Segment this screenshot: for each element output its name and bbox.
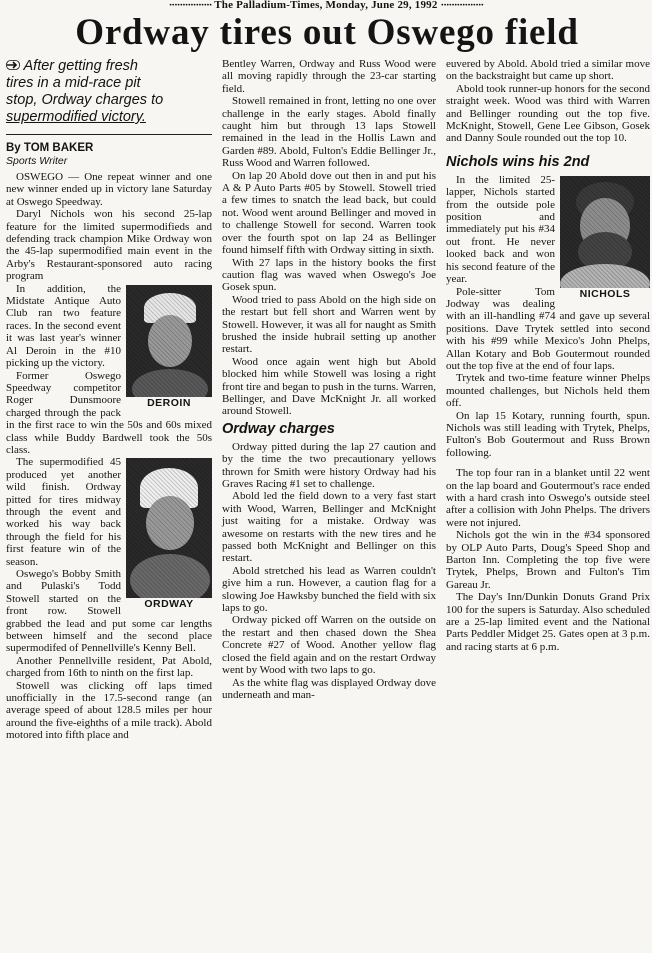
paragraph: Daryl Nichols won his second 25-lap feature for the limited supermodifieds and defending track champion Mike Ordway won the 45-lap supermodified main event in the Arby's Restaurant-sponsored auto racing program — [6, 208, 212, 283]
paragraph: Abold stretched his lead as Warren couldn't give him a run. However, a caution flag for a slowing Joe Hawksby bunched the field with six laps to go. — [222, 564, 436, 615]
paragraph: Wood tried to pass Abold on the high side on the restart but fell short and Warren went by Stowell. However, it was all for naught as Smith brushed the inside hubrail setting up another restart. — [222, 293, 436, 356]
paragraph: Trytek and two-time feature winner Phelps mounted challenges, but Nichols held them off. — [446, 372, 650, 410]
paragraph: Ordway pitted during the lap 27 caution and by the time the two precautionary yellows thrown for Smith were history Ordway had his Graves Racing #1 set to challenge. — [222, 440, 436, 490]
photo-deroin — [126, 285, 212, 410]
paragraph: Former Oswego Speedway competitor Roger Dunsmoore charged through the pack in the first race to win the 50s and 60s mixed class while Buddy Bardwell took the 50s class. — [6, 369, 212, 456]
paragraph: Oswego's Bobby Smith and Pulaski's Todd Stowell started on the front row. Stowell grabbed the lead and put some car lengths between himself and the second place supermodifed of Pennellville's Kenny Bell. — [6, 568, 212, 655]
deck-line-2: tires in a mid-race pit — [6, 75, 141, 91]
paragraph: The supermodified 45 produced yet another wild finish. Ordway pitted for tires midway through the event and worked his way back through the field for his first feature win of the season. — [6, 456, 121, 568]
masthead-rule-left: ················ — [168, 0, 212, 11]
paragraph: On lap 15 Kotary, running fourth, spun. Nichols was still leading with Trytek, Phelps, Fulton's Bob Goutermout and Russ Brown following. — [446, 409, 650, 459]
paragraph: On lap 20 Abold dove out then in and put his A & P Auto Parts #05 by Stowell. Stowell tried a few times to snatch the lead back, but could not. Wood went around Bellinger and moved in to challenge Stowell for second. Warren took over the fourth spot on lap 24 as Bellinger found himself fifth with Ordway sitting in sixth. — [222, 169, 436, 257]
headline: Ordway tires out Oswego field — [75, 12, 579, 53]
paragraph: Stowell was clicking off laps timed unofficially in the 17.5-second range (an average speed of about 128.5 miles per hour around the five-eighths of a mile track). Abold motored into fifth place and — [6, 679, 212, 742]
paragraph: Another Pennellville resident, Pat Abold, charged from 16th to ninth on the first lap. — [6, 654, 212, 680]
masthead — [0, 0, 652, 11]
paragraph: The Day's Inn/Dunkin Donuts Grand Prix 100 for the supers is Saturday. Also scheduled are a 25-lap limited event and the National Parts Peddler Midget 25. Gates open at 3 p.m. and racing starts at 6 p.m. — [446, 591, 650, 653]
masthead-rule-right: ················ — [440, 0, 484, 11]
byline-role: Sports Writer — [6, 155, 68, 167]
deck-line-4: supermodified victory. — [6, 109, 146, 125]
paragraph: In addition, the Midstate Antique Auto Club ran two feature races. In the second event it was last year's winner Al Deroin in the #10 picking up the victory. — [6, 282, 121, 370]
paragraph: Ordway picked off Warren on the outside on the restart and then chased down the Shea Concrete #27 of Wood. Another yellow flag closed the field again and on the restart Ordway went by Wood with two laps to go. — [222, 614, 436, 677]
masthead-text: The Palladium-Times, Monday, June 29, 1992 — [214, 0, 438, 11]
paragraph: Stowell remained in front, letting no one over challenge in the early stages. Abold finally caught him but through 13 laps Stowell remained in the lead in the Hollis Lawn and Garden #89. Abold, Fulton's Eddie Bellinger Jr., Russ Wood and Warren followed. — [222, 95, 436, 170]
paragraph: With 27 laps in the history books the first caution flag was waved when Oswego's Joe Gosek spun. — [222, 256, 436, 294]
subhead-ordway-charges: Ordway charges — [222, 420, 335, 437]
paragraph: Bentley Warren, Ordway and Russ Wood were all moving rapidly through the 23-car starting field. — [222, 58, 436, 95]
column-2 — [222, 58, 436, 701]
arrow-icon — [6, 58, 20, 68]
deck-line-3: stop, Ordway charges to — [6, 92, 164, 108]
photo-caption: DEROIN — [147, 396, 191, 409]
paragraph: The top four ran in a blanket until 22 went on the lap board and Goutermout's race ended with a hard crash into Oswego's outside steel after a collision with John Phelps. The drivers were not injured. — [446, 467, 650, 529]
column-1 — [6, 58, 212, 742]
deck — [6, 58, 212, 126]
photo-caption: ORDWAY — [144, 598, 194, 611]
byline: By TOM BAKER — [6, 134, 212, 155]
photo-image — [126, 285, 212, 397]
photo-image — [560, 176, 650, 288]
deck-line-1: After getting fresh — [23, 58, 138, 74]
paragraph: Wood once again went high but Abold blocked him while Stowell was losing a right front tire and began to push in the turns. Warren, Bellinger, and Dave McKnight Jr. all worked around Stowell. — [222, 355, 436, 418]
paragraph: In the limited 25-lapper, Nichols started from the outside pole position and immediately put his #34 out front. He never looked back and won his second feature of the year. — [446, 173, 555, 286]
photo-ordway — [126, 458, 212, 611]
photo-image — [126, 458, 212, 598]
paragraph: Pole-sitter Tom Jodway was dealing with an ill-handling #74 and gave up several positions. Dave Trytek settled into second with his #99 while Mexico's John Phelps, Allan Kotary and Bob Goutermout rounded out the top five at the end of four laps. — [446, 285, 650, 372]
paragraph: Abold took runner-up honors for the second straight week. Wood was third with Warren and Bellinger rounding out the top five. McKnight, Stowell, Gene Lee Gibson, Gosek and Danny Soule rounded out the top 10. — [446, 82, 650, 145]
paragraph: As the white flag was displayed Ordway dove underneath and man- — [222, 676, 436, 701]
photo-nichols — [560, 176, 650, 301]
paragraph: Abold led the field down to a very fast start with Wood, Warren, Bellinger and McKnight just waiting for a mistake. Ordway was awesome on restarts with the new tires and he passed both McKnight and Bellinger on this restart. — [222, 490, 436, 565]
paragraph: euvered by Abold. Abold tried a similar move on the backstraight but came up short. — [446, 58, 650, 83]
column-3 — [446, 58, 650, 653]
paragraph: OSWEGO — One repeat winner and one new winner ended up in victory lane Saturday at Oswego Speedway. — [6, 171, 212, 208]
photo-caption: NICHOLS — [579, 287, 631, 300]
subhead-nichols-wins: Nichols wins his 2nd — [446, 153, 590, 170]
paragraph: Nichols got the win in the #34 sponsored by OLP Auto Parts, Doug's Speed Shop and Barton Inn. Completing the top five were Trytek, Phelps, Brown and Fulton's Tim Gareau Jr. — [446, 529, 650, 591]
